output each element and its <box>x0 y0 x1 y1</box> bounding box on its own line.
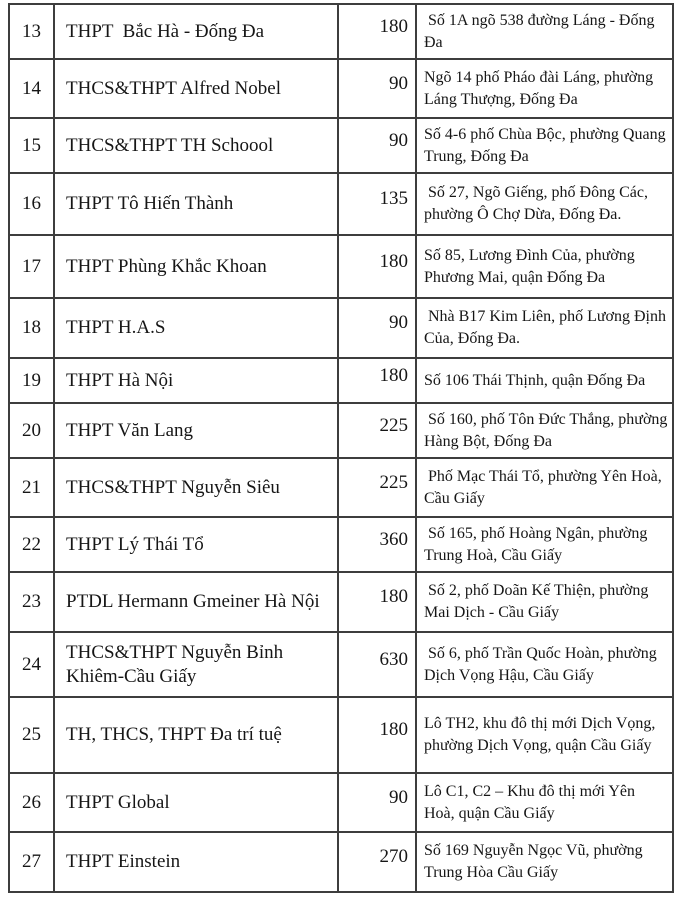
school-name: THPT Văn Lang <box>54 403 338 458</box>
row-number: 16 <box>9 173 54 235</box>
quota-value: 180 <box>379 15 408 37</box>
table-row <box>9 59 673 118</box>
table-row <box>9 118 673 173</box>
school-address: Số 165, phố Hoàng Ngân, phường Trung Hoà, Cầu Giấy <box>416 517 673 572</box>
row-number: 13 <box>9 4 54 59</box>
quota-cell <box>338 173 416 235</box>
row-number: 24 <box>9 632 54 697</box>
row-number: 27 <box>9 832 54 892</box>
school-name: THPT Einstein <box>54 832 338 892</box>
row-number: 19 <box>9 358 54 403</box>
table-row <box>9 4 673 59</box>
row-number: 18 <box>9 298 54 358</box>
school-address: Số 6, phố Trần Quốc Hoàn, phường Dịch Vọng Hậu, Cầu Giấy <box>416 632 673 697</box>
row-number: 26 <box>9 773 54 832</box>
quota-value: 180 <box>379 364 408 386</box>
table-row <box>9 517 673 572</box>
quota-cell <box>338 59 416 118</box>
quota-cell <box>338 358 416 403</box>
table-row <box>9 358 673 403</box>
row-number: 25 <box>9 697 54 773</box>
school-address: Số 169 Nguyễn Ngọc Vũ, phường Trung Hòa Cầu Giấy <box>416 832 673 892</box>
table-row <box>9 173 673 235</box>
table-row <box>9 773 673 832</box>
school-name: THCS&THPT Alfred Nobel <box>54 59 338 118</box>
table-row <box>9 572 673 632</box>
quota-value: 90 <box>389 786 408 808</box>
school-address: Số 85, Lương Đình Của, phường Phương Mai, quận Đống Đa <box>416 235 673 298</box>
school-name: TH, THCS, THPT Đa trí tuệ <box>54 697 338 773</box>
quota-cell <box>338 632 416 697</box>
schools-table-body <box>9 4 673 892</box>
school-address: Số 106 Thái Thịnh, quận Đống Đa <box>416 358 673 403</box>
quota-value: 90 <box>389 312 408 333</box>
school-name: THCS&THPT Nguyễn Siêu <box>54 458 338 517</box>
school-name: THCS&THPT Nguyễn Bỉnh Khiêm-Cầu Giấy <box>54 632 338 697</box>
school-address: Số 27, Ngõ Giếng, phố Đông Các, phường Ô Chợ Dừa, Đống Đa. <box>416 173 673 235</box>
table-row <box>9 403 673 458</box>
row-number: 22 <box>9 517 54 572</box>
table-row <box>9 235 673 298</box>
quota-cell <box>338 572 416 632</box>
quota-value: 90 <box>389 72 408 94</box>
quota-cell <box>338 4 416 59</box>
school-address: Số 4-6 phố Chùa Bộc, phường Quang Trung, Đống Đa <box>416 118 673 173</box>
quota-cell <box>338 517 416 572</box>
quota-value: 180 <box>379 719 408 740</box>
school-address: Lô TH2, khu đô thị mới Dịch Vọng, phường Dịch Vọng, quận Cầu Giấy <box>416 697 673 773</box>
quota-cell <box>338 773 416 832</box>
row-number: 23 <box>9 572 54 632</box>
schools-table <box>8 3 674 893</box>
school-name: THPT Bắc Hà - Đống Đa <box>54 4 338 59</box>
quota-cell <box>338 697 416 773</box>
row-number: 14 <box>9 59 54 118</box>
school-address: Phố Mạc Thái Tổ, phường Yên Hoà, Cầu Giấy <box>416 458 673 517</box>
quota-value: 270 <box>379 846 408 867</box>
school-name: THPT Global <box>54 773 338 832</box>
school-address: Số 2, phố Doãn Kế Thiện, phường Mai Dịch - Cầu Giấy <box>416 572 673 632</box>
quota-cell <box>338 235 416 298</box>
quota-value: 135 <box>379 188 408 209</box>
school-address: Lô C1, C2 – Khu đô thị mới Yên Hoà, quận Cầu Giấy <box>416 773 673 832</box>
quota-cell <box>338 118 416 173</box>
quota-value: 90 <box>389 129 408 151</box>
table-row <box>9 697 673 773</box>
table-row <box>9 832 673 892</box>
row-number: 17 <box>9 235 54 298</box>
school-address: Nhà B17 Kim Liên, phố Lương Định Của, Đống Đa. <box>416 298 673 358</box>
quota-value: 225 <box>379 414 408 436</box>
school-name: THPT H.A.S <box>54 298 338 358</box>
quota-cell <box>338 298 416 358</box>
quota-value: 360 <box>379 528 408 550</box>
quota-value: 225 <box>379 471 408 493</box>
quota-cell <box>338 458 416 517</box>
school-name: THPT Lý Thái Tổ <box>54 517 338 572</box>
table-row <box>9 298 673 358</box>
quota-cell <box>338 403 416 458</box>
school-address: Ngõ 14 phố Pháo đài Láng, phường Láng Thượng, Đống Đa <box>416 59 673 118</box>
school-name: THPT Hà Nội <box>54 358 338 403</box>
quota-value: 630 <box>379 648 408 670</box>
row-number: 15 <box>9 118 54 173</box>
school-name: THPT Phùng Khắc Khoan <box>54 235 338 298</box>
table-row <box>9 632 673 697</box>
quota-value: 180 <box>379 250 408 272</box>
quota-cell <box>338 832 416 892</box>
row-number: 21 <box>9 458 54 517</box>
row-number: 20 <box>9 403 54 458</box>
quota-value: 180 <box>379 586 408 607</box>
table-row <box>9 458 673 517</box>
school-name: PTDL Hermann Gmeiner Hà Nội <box>54 572 338 632</box>
school-name: THCS&THPT TH Schoool <box>54 118 338 173</box>
school-address: Số 1A ngõ 538 đường Láng - Đống Đa <box>416 4 673 59</box>
school-address: Số 160, phố Tôn Đức Thắng, phường Hàng Bột, Đống Đa <box>416 403 673 458</box>
school-name: THPT Tô Hiến Thành <box>54 173 338 235</box>
